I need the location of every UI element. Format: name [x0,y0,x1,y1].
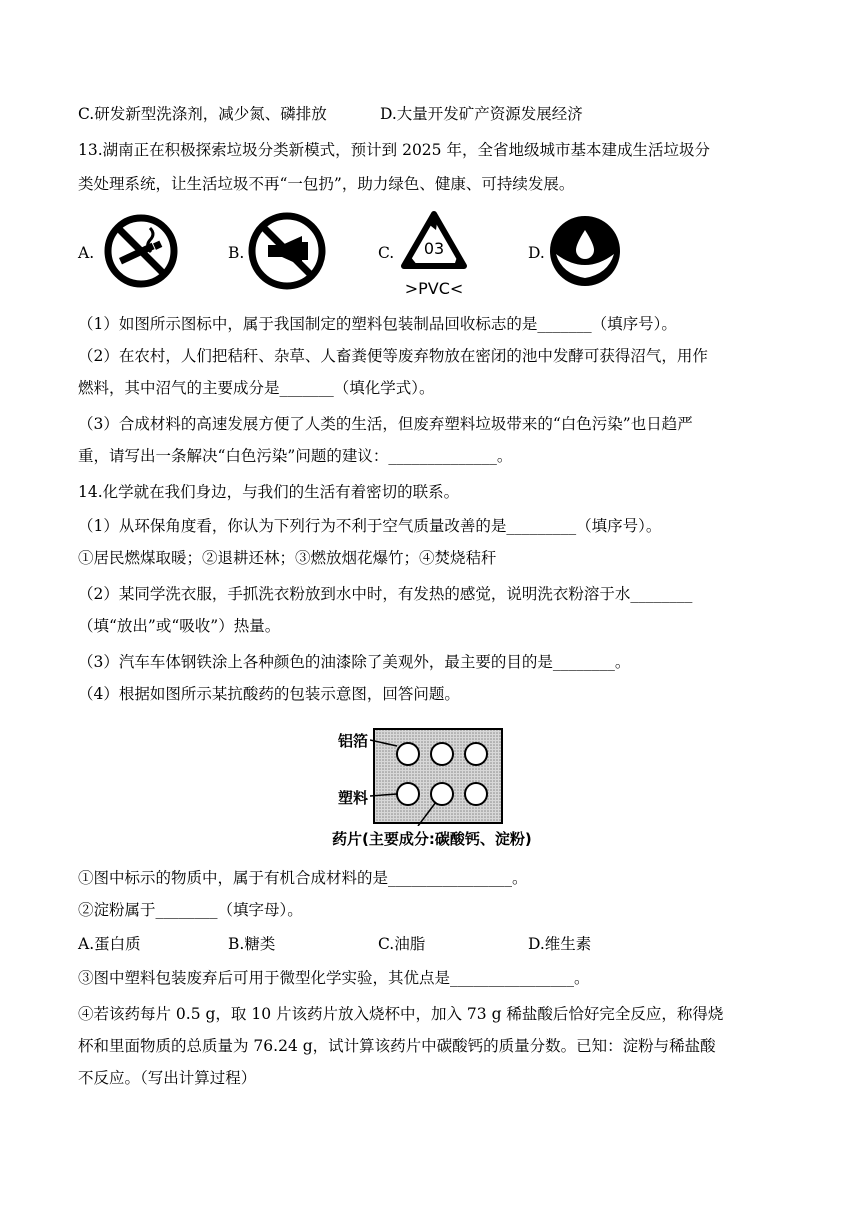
option-d-label: D. [528,244,545,262]
q13-stem-line1: 13.湖南正在积极探索垃圾分类新模式，预计到 2025 年，全省地级城市基本建成生活垃圾分 [78,141,710,159]
q12-option-c: C.研发新型洗涤剂，减少氮、磷排放 [78,105,327,123]
pill-blister-diagram [370,726,504,826]
choice-c: C.油脂 [378,935,426,953]
figure-caption: 药片(主要成分:碳酸钙、淀粉) [332,830,532,848]
q14-sub4-line1: ④若该药每片 0.5 g，取 10 片该药片放入烧杯中，加入 73 g 稀盐酸后恰好完全反应，称得烧 [78,1005,724,1023]
no-smoking-icon [104,214,178,288]
pvc-text: >PVC< [404,279,464,298]
q13-part3-line1: （3）合成材料的高速发展方便了人类的生活，但废弃塑料垃圾带来的“白色污染”也日趋严 [78,415,693,433]
option-c-label: C. [378,244,395,262]
pvc-recycling-icon [396,208,472,300]
q13-part2-line2: 燃料，其中沼气的主要成分是_______（填化学式）。 [78,379,435,397]
option-a-label: A. [78,244,95,262]
q14-sub4-line2: 杯和里面物质的总质量为 76.24 g，试计算该药片中碳酸钙的质量分数。已知：淀粉与稀盐酸 [78,1037,716,1055]
q14-sub1: ①图中标示的物质中，属于有机合成材料的是________________。 [78,869,528,887]
q13-stem-line2: 类处理系统，让生活垃圾不再“一包扔”，助力绿色、健康、可持续发展。 [78,175,575,193]
q13-part3-line2: 重，请写出一条解决“白色污染”问题的建议：______________。 [78,447,513,465]
q13-part1: （1）如图所示图标中，属于我国制定的塑料包装制品回收标志的是_______（填序号）。 [78,315,677,333]
q14-sub2: ②淀粉属于________（填字母）。 [78,901,303,919]
q14-part1: （1）从环保角度看，你认为下列行为不利于空气质量改善的是_________（填序号）。 [78,517,662,535]
no-horn-icon [248,212,326,290]
choice-a: A.蛋白质 [78,935,141,953]
q14-sub3: ③图中塑料包装废弃后可用于微型化学实验，其优点是________________。 [78,969,590,987]
q13-part2-line1: （2）在农村，人们把秸秆、杂草、人畜粪便等废弃物放在密闭的池中发酵可获得沼气，用作 [78,347,708,365]
q12-option-d: D.大量开发矿产资源发展经济 [380,105,583,123]
pvc-number: 03 [423,239,445,258]
q14-part3: （3）汽车车体钢铁涂上各种颜色的油漆除了美观外，最主要的目的是________。 [78,653,631,671]
q14-part2-line2: （填“放出”或“吸收”）热量。 [78,617,281,635]
water-saving-icon [548,214,622,288]
q14-part4: （4）根据如图所示某抗酸药的包装示意图，回答问题。 [78,685,460,703]
q14-part1-items: ①居民燃煤取暖；②退耕还林；③燃放烟花爆竹；④焚烧秸秆 [78,549,497,567]
q14-part2-line1: （2）某同学洗衣服，手抓洗衣粉放到水中时，有发热的感觉，说明洗衣粉溶于水________ [78,585,693,603]
choice-b: B.糖类 [228,935,276,953]
label-aluminum-foil: 铝箔 [338,732,369,750]
q14-sub4-line3: 不反应。（写出计算过程） [78,1069,257,1087]
q14-stem: 14.化学就在我们身边，与我们的生活有着密切的联系。 [78,483,460,501]
option-b-label: B. [228,244,245,262]
label-plastic: 塑料 [338,789,369,807]
choice-d: D.维生素 [528,935,592,953]
